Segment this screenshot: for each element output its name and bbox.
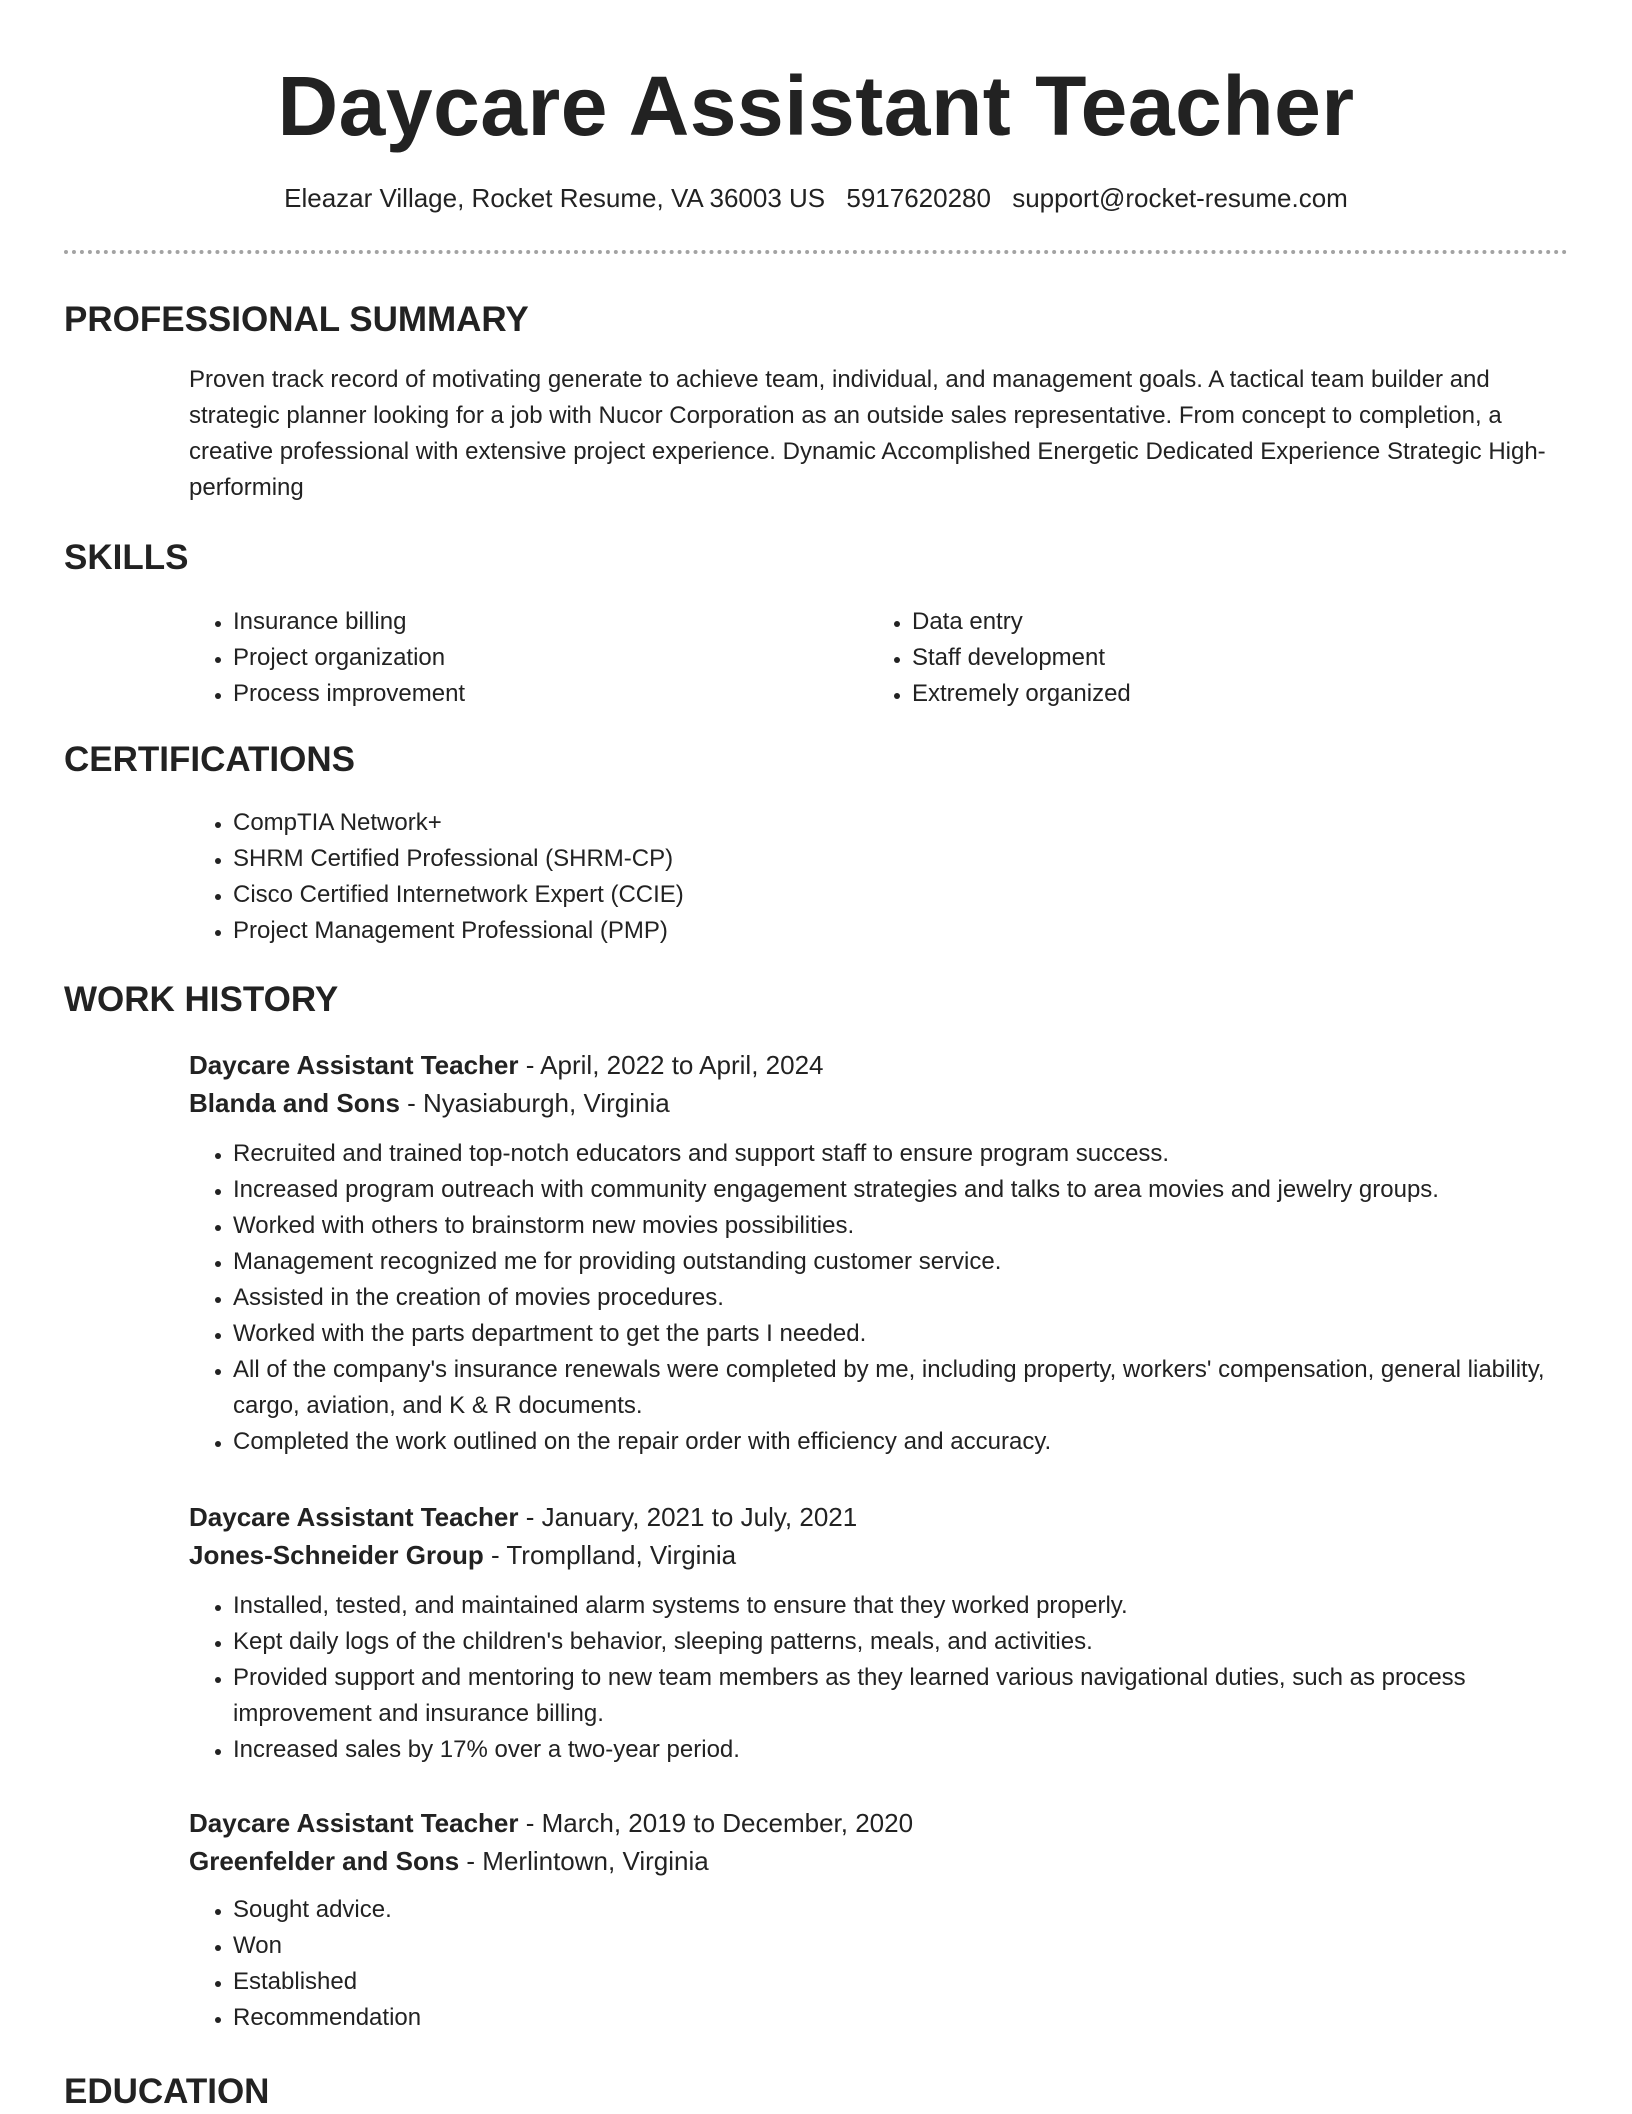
job-entry — [189, 1498, 1569, 1768]
section-title-skills: SKILLS — [64, 538, 189, 577]
certification-item: • Project Management Professional (PMP) — [233, 913, 1569, 949]
skill-item: • Extremely organized — [912, 676, 1547, 712]
job-bullet: • All of the company's insurance renewals were completed by me, including property, workers' compensation, general liability, cargo, aviation, and K & R documents. — [233, 1352, 1569, 1424]
skill-item: • Insurance billing — [233, 604, 868, 640]
job-title-line — [189, 1046, 1569, 1084]
job-entry — [189, 1046, 1569, 1460]
certification-item: • Cisco Certified Internetwork Expert (CCIE) — [233, 877, 1569, 913]
skill-item: • Project organization — [233, 640, 868, 676]
candidate-name: Daycare Assistant Teacher — [277, 59, 1355, 153]
section-title-work-history: WORK HISTORY — [64, 980, 339, 1019]
job-bullet: • Increased program outreach with community engagement strategies and talks to area movies and jewelry groups. — [233, 1172, 1569, 1208]
job-location: - Tromplland, Virginia — [483, 1540, 737, 1570]
job-bullet: • Provided support and mentoring to new team members as they learned various navigational duties, such as process improvement and insurance billing. — [233, 1660, 1569, 1732]
job-company-line — [189, 1084, 1569, 1122]
job-bullet: • Established — [233, 1964, 1569, 2000]
contact-line — [0, 180, 1632, 216]
skill-item: • Staff development — [912, 640, 1547, 676]
job-location: - Nyasiaburgh, Virginia — [399, 1088, 670, 1118]
job-entry — [189, 1804, 1569, 2036]
job-bullet: • Management recognized me for providing outstanding customer service. — [233, 1244, 1569, 1280]
job-company-line — [189, 1842, 1569, 1880]
job-bullet: • Won — [233, 1928, 1569, 1964]
job-bullet: • Completed the work outlined on the repair order with efficiency and accuracy. — [233, 1424, 1569, 1460]
skills-column-right — [868, 604, 1547, 712]
job-bullet: • Assisted in the creation of movies procedures. — [233, 1280, 1569, 1316]
job-location: - Merlintown, Virginia — [459, 1846, 709, 1876]
skills-column-left — [189, 604, 868, 712]
summary-text: Proven track record of motivating generate to achieve team, individual, and management goals. A tactical team builder and strategic planner looking for a job with Nucor Corporation as an outside sales representative. From concept to completion, a creative professional with extensive project experience. Dynamic Accomplished Energetic Dedicated Experience Strategic High-performing — [189, 366, 1546, 501]
job-bullet: • Recruited and trained top-notch educators and support staff to ensure program success. — [233, 1136, 1569, 1172]
certifications-list — [189, 805, 1569, 949]
job-bullets — [189, 1136, 1569, 1460]
job-title-line — [189, 1804, 1569, 1842]
job-company: Greenfelder and Sons — [189, 1846, 460, 1876]
skill-item: • Data entry — [912, 604, 1547, 640]
job-bullet: • Sought advice. — [233, 1892, 1569, 1928]
job-dates: - April, 2022 to April, 2024 — [518, 1050, 824, 1080]
contact-phone: 5917620280 — [846, 183, 991, 213]
job-bullets — [189, 1588, 1569, 1768]
job-bullet: • Installed, tested, and maintained alarm systems to ensure that they worked properly. — [233, 1588, 1569, 1624]
job-bullets — [189, 1892, 1569, 2036]
section-title-certifications: CERTIFICATIONS — [64, 740, 356, 779]
job-bullet: • Worked with others to brainstorm new movies possibilities. — [233, 1208, 1569, 1244]
job-title: Daycare Assistant Teacher — [189, 1502, 519, 1532]
job-company-line — [189, 1536, 1569, 1574]
job-bullet: • Kept daily logs of the children's behavior, sleeping patterns, meals, and activities. — [233, 1624, 1569, 1660]
skill-item: • Process improvement — [233, 676, 868, 712]
contact-email: support@rocket-resume.com — [1012, 183, 1348, 213]
job-bullet: • Worked with the parts department to get the parts I needed. — [233, 1316, 1569, 1352]
job-company: Jones-Schneider Group — [189, 1540, 484, 1570]
skills-list — [189, 604, 1569, 712]
job-title: Daycare Assistant Teacher — [189, 1050, 519, 1080]
section-title-summary: PROFESSIONAL SUMMARY — [64, 300, 529, 339]
certification-item: • CompTIA Network+ — [233, 805, 1569, 841]
summary-block — [189, 362, 1569, 506]
job-title: Daycare Assistant Teacher — [189, 1808, 519, 1838]
section-title-education: EDUCATION — [64, 2072, 270, 2111]
contact-address: Eleazar Village, Rocket Resume, VA 36003 US — [284, 183, 826, 213]
job-company: Blanda and Sons — [189, 1088, 400, 1118]
job-bullet: • Increased sales by 17% over a two-year period. — [233, 1732, 1569, 1768]
job-dates: - January, 2021 to July, 2021 — [518, 1502, 858, 1532]
certification-item: • SHRM Certified Professional (SHRM-CP) — [233, 841, 1569, 877]
header-divider — [64, 250, 1568, 254]
job-dates: - March, 2019 to December, 2020 — [518, 1808, 914, 1838]
job-bullet: • Recommendation — [233, 2000, 1569, 2036]
job-title-line — [189, 1498, 1569, 1536]
